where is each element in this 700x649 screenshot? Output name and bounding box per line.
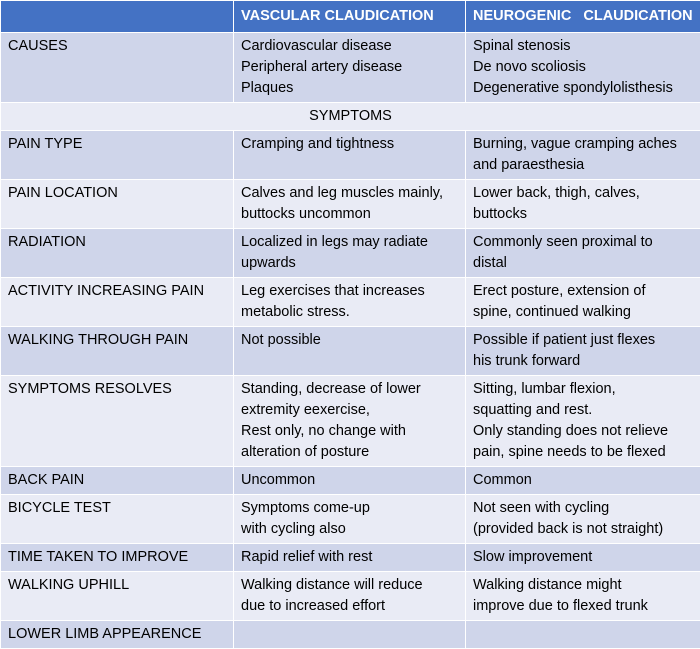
row-vascular-cell xyxy=(234,572,466,621)
row-neurogenic-line: and paraesthesia xyxy=(473,155,693,176)
row-neurogenic-line: Walking distance might xyxy=(473,575,693,596)
header-vascular: VASCULAR CLAUDICATION xyxy=(234,1,466,33)
row-neurogenic-line: pain, spine needs to be flexed xyxy=(473,442,693,463)
row-neurogenic-cell xyxy=(466,544,700,572)
row-vascular-line: with cycling also xyxy=(241,519,458,540)
row-neurogenic-line: distal xyxy=(473,253,693,274)
row-vascular-line: Calves and leg muscles mainly, xyxy=(241,183,458,204)
row-neurogenic-line: Slow improvement xyxy=(473,547,693,568)
table-row xyxy=(1,327,700,376)
row-vascular-cell xyxy=(234,180,466,229)
row-neurogenic-line: Erect posture, extension of xyxy=(473,281,693,302)
causes-neurogenic xyxy=(466,33,700,103)
row-label: TIME TAKEN TO IMPROVE xyxy=(1,544,234,572)
row-vascular-cell xyxy=(234,376,466,467)
causes-vascular-line: Plaques xyxy=(241,78,458,99)
row-vascular-cell xyxy=(234,467,466,495)
row-neurogenic-line: (provided back is not straight) xyxy=(473,519,693,540)
row-vascular-line: upwards xyxy=(241,253,458,274)
row-vascular-cell xyxy=(234,621,466,649)
row-neurogenic-line: his trunk forward xyxy=(473,351,693,372)
row-vascular-cell xyxy=(234,495,466,544)
row-vascular-line: Symptoms come-up xyxy=(241,498,458,519)
row-vascular-line: Rapid relief with rest xyxy=(241,547,458,568)
row-label: PAIN TYPE xyxy=(1,131,234,180)
header-neurogenic: NEUROGENIC CLAUDICATION xyxy=(466,1,700,33)
table-row xyxy=(1,180,700,229)
row-vascular-line: alteration of posture xyxy=(241,442,458,463)
row-neurogenic-line: Possible if patient just flexes xyxy=(473,330,693,351)
row-neurogenic-cell xyxy=(466,495,700,544)
row-neurogenic-line: Sitting, lumbar flexion, xyxy=(473,379,693,400)
causes-neurogenic-line: Spinal stenosis xyxy=(473,36,693,57)
row-vascular-line: Leg exercises that increases xyxy=(241,281,458,302)
table-row xyxy=(1,278,700,327)
causes-neurogenic-line: De novo scoliosis xyxy=(473,57,693,78)
row-vascular-line: Localized in legs may radiate xyxy=(241,232,458,253)
row-neurogenic-line: Commonly seen proximal to xyxy=(473,232,693,253)
row-neurogenic-line: Common xyxy=(473,470,693,491)
row-neurogenic-cell xyxy=(466,572,700,621)
table-row xyxy=(1,376,700,467)
table-row xyxy=(1,467,700,495)
row-vascular-line: Walking distance will reduce xyxy=(241,575,458,596)
row-neurogenic-cell xyxy=(466,467,700,495)
row-vascular-line: Uncommon xyxy=(241,470,458,491)
row-neurogenic-line: Burning, vague cramping aches xyxy=(473,134,693,155)
row-label: LOWER LIMB APPEARENCE xyxy=(1,621,234,649)
causes-vascular xyxy=(234,33,466,103)
row-label: BICYCLE TEST xyxy=(1,495,234,544)
row-neurogenic-line: spine, continued walking xyxy=(473,302,693,323)
row-neurogenic-line: squatting and rest. xyxy=(473,400,693,421)
header-empty-cell xyxy=(1,1,234,33)
symptoms-section-heading: SYMPTOMS xyxy=(1,103,700,131)
row-vascular-cell xyxy=(234,229,466,278)
table-row xyxy=(1,621,700,649)
table-row xyxy=(1,131,700,180)
table-row xyxy=(1,495,700,544)
row-vascular-line: Cramping and tightness xyxy=(241,134,458,155)
row-vascular-line: due to increased effort xyxy=(241,596,458,617)
row-vascular-cell xyxy=(234,544,466,572)
causes-label: CAUSES xyxy=(1,33,234,103)
row-neurogenic-cell xyxy=(466,327,700,376)
row-label: BACK PAIN xyxy=(1,467,234,495)
table-row xyxy=(1,572,700,621)
row-vascular-line: Standing, decrease of lower xyxy=(241,379,458,400)
row-neurogenic-cell xyxy=(466,180,700,229)
row-label: ACTIVITY INCREASING PAIN xyxy=(1,278,234,327)
row-label: SYMPTOMS RESOLVES xyxy=(1,376,234,467)
row-label: WALKING UPHILL xyxy=(1,572,234,621)
table-row xyxy=(1,229,700,278)
row-vascular-cell xyxy=(234,278,466,327)
row-label: WALKING THROUGH PAIN xyxy=(1,327,234,376)
row-vascular-cell xyxy=(234,327,466,376)
causes-vascular-line: Peripheral artery disease xyxy=(241,57,458,78)
table-row xyxy=(1,544,700,572)
row-vascular-cell xyxy=(234,131,466,180)
row-label: PAIN LOCATION xyxy=(1,180,234,229)
section-row xyxy=(1,103,700,131)
row-neurogenic-cell xyxy=(466,621,700,649)
causes-row xyxy=(1,33,700,103)
row-vascular-line: Not possible xyxy=(241,330,458,351)
causes-vascular-line: Cardiovascular disease xyxy=(241,36,458,57)
row-neurogenic-cell xyxy=(466,229,700,278)
row-neurogenic-cell xyxy=(466,376,700,467)
row-neurogenic-line: buttocks xyxy=(473,204,693,225)
row-vascular-line: buttocks uncommon xyxy=(241,204,458,225)
row-neurogenic-line: Not seen with cycling xyxy=(473,498,693,519)
row-neurogenic-line: Lower back, thigh, calves, xyxy=(473,183,693,204)
row-vascular-line: extremity eexercise, xyxy=(241,400,458,421)
row-label: RADIATION xyxy=(1,229,234,278)
row-neurogenic-cell xyxy=(466,278,700,327)
causes-neurogenic-line: Degenerative spondylolisthesis xyxy=(473,78,693,99)
row-neurogenic-line: Only standing does not relieve xyxy=(473,421,693,442)
row-neurogenic-line: improve due to flexed trunk xyxy=(473,596,693,617)
header-row xyxy=(1,1,700,33)
row-neurogenic-cell xyxy=(466,131,700,180)
row-vascular-line: Rest only, no change with xyxy=(241,421,458,442)
row-vascular-line: metabolic stress. xyxy=(241,302,458,323)
